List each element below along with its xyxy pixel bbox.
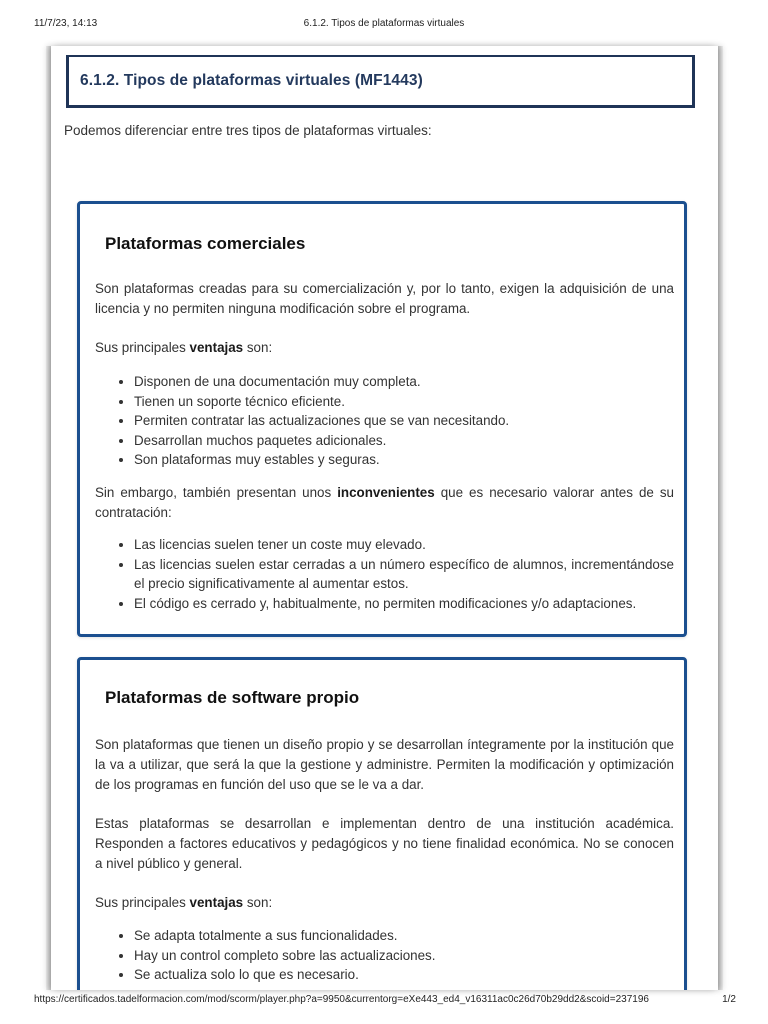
print-url: https://certificados.tadelformacion.com/mod/scorm/player.php?a=9950&currentorg=eXe443_ed4_v16311ac0c26d70b29dd2&scoid=237196 bbox=[34, 994, 649, 1005]
card-own-software-platforms bbox=[77, 657, 687, 990]
print-datetime: 11/7/23, 14:13 bbox=[34, 18, 98, 29]
card-heading: Plataformas de software propio bbox=[105, 688, 360, 707]
advantages-list bbox=[95, 926, 674, 985]
drawbacks-keyword: inconvenientes bbox=[337, 485, 435, 500]
list-item: • Desarrollan muchos paquetes adicionales. bbox=[134, 431, 674, 451]
list-item: • Se adapta totalmente a sus funcionalidades. bbox=[134, 926, 674, 946]
print-header bbox=[0, 16, 768, 32]
card-heading: Plataformas comerciales bbox=[105, 234, 306, 253]
list-item: • El código es cerrado y, habitualmente, no permiten modificaciones y/o adaptaciones. bbox=[134, 594, 674, 614]
drawbacks-list bbox=[95, 535, 674, 613]
drawbacks-intro: Sin embargo, también presentan unos inconvenientes que es necesario valorar antes de su contratación: bbox=[95, 485, 675, 520]
card-commercial-platforms bbox=[77, 201, 687, 637]
print-page-number: 1/2 bbox=[722, 994, 736, 1005]
list-item: • Las licencias suelen estar cerradas a un número específico de alumnos, incrementándose el precio significativamente al aumentar estos. bbox=[134, 555, 674, 594]
page-edge-right bbox=[718, 46, 723, 990]
list-item: • Las licencias suelen tener un coste muy elevado. bbox=[134, 535, 674, 555]
card-description: Son plataformas creadas para su comercialización y, por lo tanto, exigen la adquisición de una licencia y no permiten ninguna modificación sobre el programa. bbox=[95, 281, 674, 316]
list-item: • Se actualiza solo lo que es necesario. bbox=[134, 965, 674, 985]
advantages-keyword: ventajas bbox=[189, 340, 244, 355]
list-item: • Tienen un soporte técnico eficiente. bbox=[134, 392, 674, 412]
list-item: • Hay un control completo sobre las actualizaciones. bbox=[134, 946, 674, 966]
card-description: Son plataformas que tienen un diseño propio y se desarrollan íntegramente por la institución que la va a utilizar, que será la que la gestione y administre. Permiten la modificación y optimización de los programas en función del uso que se le va a dar. bbox=[95, 737, 674, 792]
print-footer bbox=[0, 992, 768, 1008]
content-sheet bbox=[51, 46, 718, 990]
page-title: 6.1.2. Tipos de plataformas virtuales (MF1443) bbox=[80, 72, 423, 89]
list-item: • Disponen de una documentación muy completa. bbox=[134, 372, 674, 392]
list-item: • Son plataformas muy estables y seguras. bbox=[134, 450, 674, 470]
title-box bbox=[66, 55, 695, 108]
advantages-list bbox=[95, 372, 674, 470]
intro-text: Podemos diferenciar entre tres tipos de plataformas virtuales: bbox=[64, 123, 432, 138]
advantages-intro: Sus principales ventajas son: bbox=[95, 895, 273, 910]
list-item: • Permiten contratar las actualizaciones que se van necesitando. bbox=[134, 411, 674, 431]
print-page-title: 6.1.2. Tipos de plataformas virtuales bbox=[303, 18, 465, 29]
card-description-2: Estas plataformas se desarrollan e implementan dentro de una institución académica. Responden a factores educativos y pedagógicos y no tiene finalidad económica. No se conocen a nivel público y general. bbox=[95, 816, 674, 871]
advantages-keyword: ventajas bbox=[189, 895, 244, 910]
advantages-intro: Sus principales ventajas son: bbox=[95, 340, 273, 355]
